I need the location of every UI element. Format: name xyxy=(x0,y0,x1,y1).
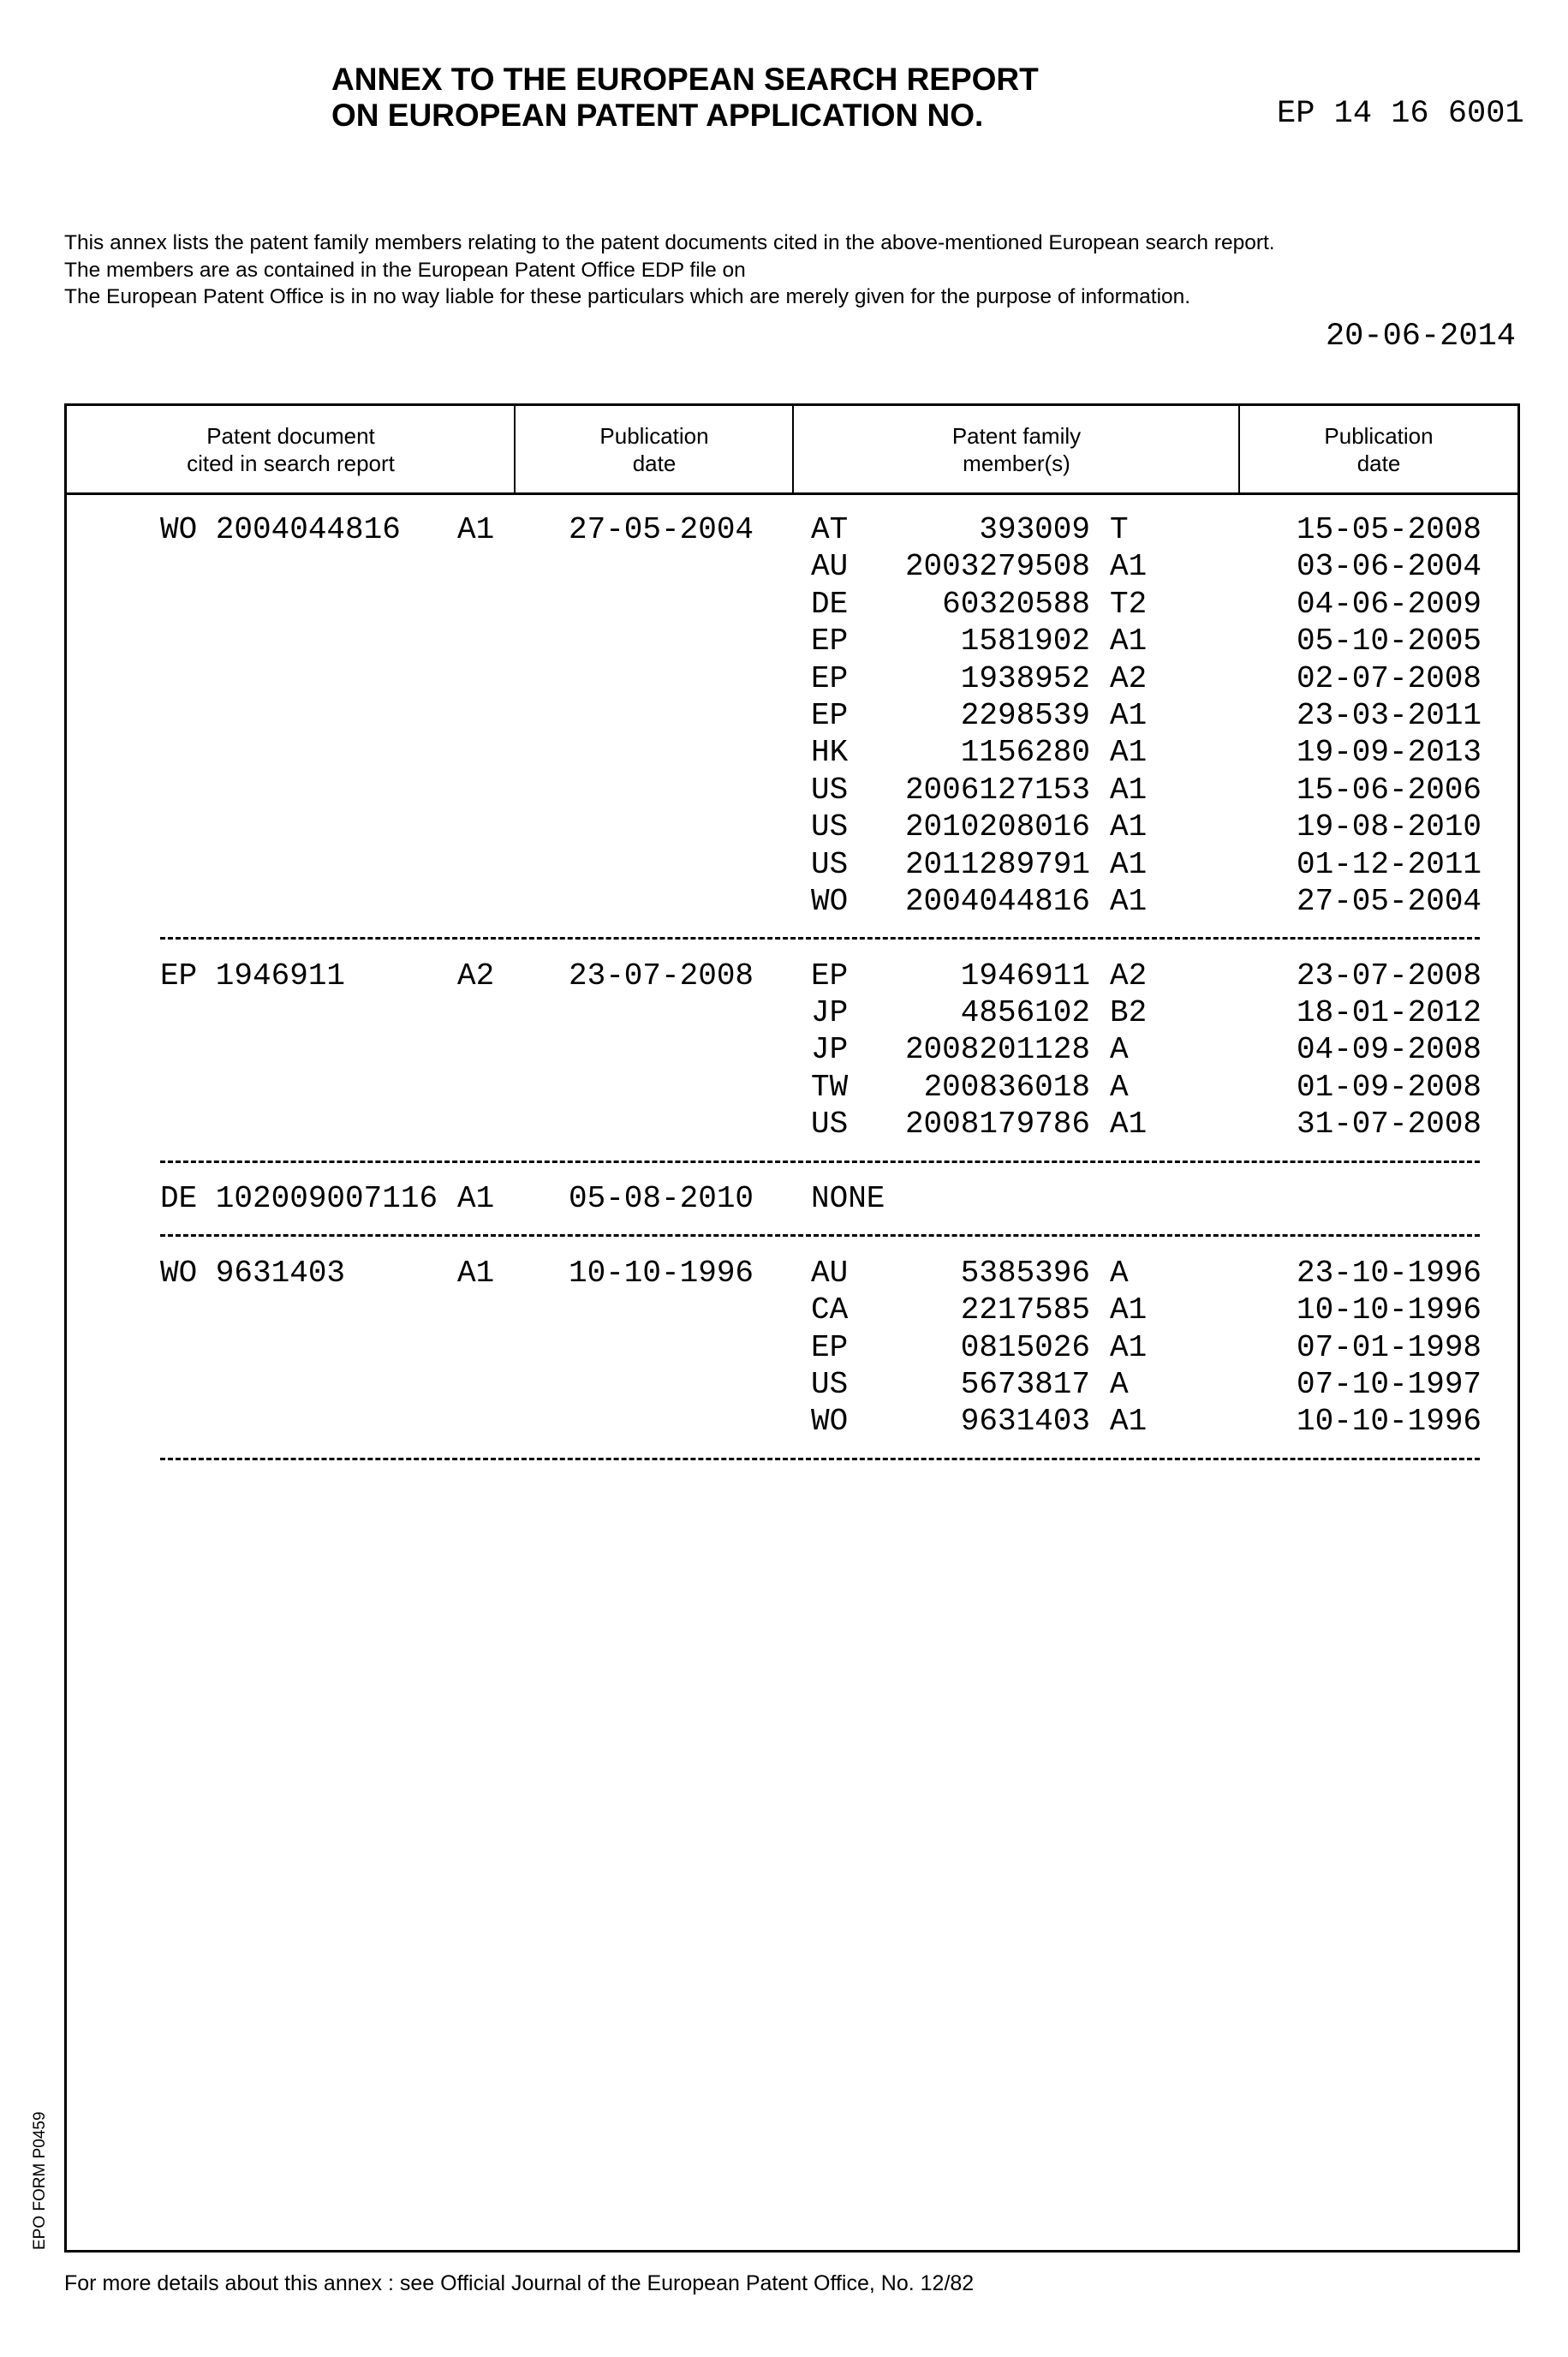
table-row xyxy=(0,1031,1568,1068)
dashed-separator xyxy=(160,1161,1480,1163)
member-kind-code: A1 xyxy=(1110,809,1147,845)
member-country: EP xyxy=(811,697,848,734)
table-row xyxy=(0,1069,1568,1106)
member-kind-code: A xyxy=(1110,1366,1129,1403)
member-kind-code: A1 xyxy=(1110,548,1147,585)
dashed-separator xyxy=(160,1458,1480,1460)
member-kind-code: A1 xyxy=(1110,734,1147,771)
table-body xyxy=(0,511,1568,1477)
member-publication-date: 01-12-2011 xyxy=(1297,846,1482,883)
member-publication-date: 05-10-2005 xyxy=(1297,623,1482,659)
table-row xyxy=(0,994,1568,1031)
group-separator-row xyxy=(0,920,1568,957)
cited-publication-date: 27-05-2004 xyxy=(569,511,754,548)
title-line-1: ANNEX TO THE EUROPEAN SEARCH REPORT xyxy=(331,62,1039,98)
footer-note: For more details about this annex : see Official Journal of the European Patent Office, No. 12/82 xyxy=(64,2271,974,2296)
dashed-separator xyxy=(160,1234,1480,1237)
member-number: 1156280 xyxy=(961,734,1090,771)
cited-kind-code: A2 xyxy=(457,958,494,994)
member-country: AT xyxy=(811,511,848,548)
member-number: 5385396 xyxy=(961,1255,1090,1292)
group-separator-row xyxy=(0,1441,1568,1477)
member-publication-date: 07-01-1998 xyxy=(1297,1329,1482,1366)
header-family-members xyxy=(794,406,1239,492)
table-header xyxy=(67,406,1517,495)
member-publication-date: 23-10-1996 xyxy=(1297,1255,1482,1292)
no-members-label: NONE xyxy=(811,1180,885,1217)
member-country: US xyxy=(811,809,848,845)
application-number: EP 14 16 6001 xyxy=(1277,96,1524,132)
table-row xyxy=(0,958,1568,994)
table-row xyxy=(0,623,1568,659)
member-number: 2008179786 xyxy=(905,1106,1090,1143)
table-row xyxy=(0,1180,1568,1217)
member-country: DE xyxy=(811,586,848,623)
member-kind-code: A1 xyxy=(1110,1292,1147,1328)
member-country: EP xyxy=(811,958,848,994)
member-number: 2006127153 xyxy=(905,772,1090,809)
header-text: Patent document xyxy=(187,422,395,450)
table-row xyxy=(0,846,1568,883)
member-country: AU xyxy=(811,1255,848,1292)
table-row xyxy=(0,734,1568,771)
cited-document: DE 102009007116 xyxy=(160,1180,438,1217)
member-country: AU xyxy=(811,548,848,585)
group-separator-row xyxy=(0,1143,1568,1180)
member-number: 4856102 xyxy=(961,994,1090,1031)
member-publication-date: 19-08-2010 xyxy=(1297,809,1482,845)
header-text: date xyxy=(1324,450,1433,477)
member-kind-code: A1 xyxy=(1110,623,1147,659)
table-row xyxy=(0,511,1568,548)
cited-kind-code: A1 xyxy=(457,511,494,548)
member-kind-code: T2 xyxy=(1110,586,1147,623)
table-row xyxy=(0,660,1568,697)
member-publication-date: 10-10-1996 xyxy=(1297,1292,1482,1328)
member-number: 393009 xyxy=(979,511,1090,548)
member-publication-date: 18-01-2012 xyxy=(1297,994,1482,1031)
member-kind-code: B2 xyxy=(1110,994,1147,1031)
member-number: 5673817 xyxy=(961,1366,1090,1403)
header-publication-date xyxy=(516,406,793,492)
member-kind-code: A1 xyxy=(1110,883,1147,920)
form-id: EPO FORM P0459 xyxy=(31,2111,50,2250)
member-publication-date: 01-09-2008 xyxy=(1297,1069,1482,1106)
member-country: WO xyxy=(811,883,848,920)
group-separator-row xyxy=(0,1217,1568,1254)
table-row xyxy=(0,809,1568,845)
member-publication-date: 07-10-1997 xyxy=(1297,1366,1482,1403)
table-row xyxy=(0,1366,1568,1403)
cited-kind-code: A1 xyxy=(457,1255,494,1292)
member-number: 2004044816 xyxy=(905,883,1090,920)
member-publication-date: 23-07-2008 xyxy=(1297,958,1482,994)
cited-document: EP 1946911 xyxy=(160,958,345,994)
member-country: EP xyxy=(811,1329,848,1366)
header-text: cited in search report xyxy=(187,450,395,477)
cited-publication-date: 05-08-2010 xyxy=(569,1180,754,1217)
member-kind-code: A2 xyxy=(1110,660,1147,697)
member-kind-code: A1 xyxy=(1110,772,1147,809)
member-kind-code: A1 xyxy=(1110,1403,1147,1440)
intro-text xyxy=(64,230,1275,311)
member-number: 0815026 xyxy=(961,1329,1090,1366)
title-line-2: ON EUROPEAN PATENT APPLICATION NO. xyxy=(331,98,1039,134)
member-country: JP xyxy=(811,994,848,1031)
header-member-publication-date xyxy=(1240,406,1517,492)
member-country: US xyxy=(811,772,848,809)
table-row xyxy=(0,1255,1568,1292)
member-publication-date: 19-09-2013 xyxy=(1297,734,1482,771)
member-country: EP xyxy=(811,623,848,659)
table-row xyxy=(0,697,1568,734)
header-text: date xyxy=(599,450,708,477)
member-country: HK xyxy=(811,734,848,771)
member-publication-date: 23-03-2011 xyxy=(1297,697,1482,734)
member-kind-code: T xyxy=(1110,511,1129,548)
member-number: 2011289791 xyxy=(905,846,1090,883)
member-publication-date: 15-06-2006 xyxy=(1297,772,1482,809)
report-date: 20-06-2014 xyxy=(1326,319,1516,355)
member-publication-date: 04-09-2008 xyxy=(1297,1031,1482,1068)
table-row xyxy=(0,1292,1568,1328)
member-country: EP xyxy=(811,660,848,697)
member-number: 2217585 xyxy=(961,1292,1090,1328)
cited-kind-code: A1 xyxy=(457,1180,494,1217)
member-kind-code: A1 xyxy=(1110,1106,1147,1143)
member-publication-date: 31-07-2008 xyxy=(1297,1106,1482,1143)
member-kind-code: A xyxy=(1110,1031,1129,1068)
cited-publication-date: 10-10-1996 xyxy=(569,1255,754,1292)
member-kind-code: A xyxy=(1110,1069,1129,1106)
member-publication-date: 15-05-2008 xyxy=(1297,511,1482,548)
table-row xyxy=(0,548,1568,585)
table-row xyxy=(0,1106,1568,1143)
cited-publication-date: 23-07-2008 xyxy=(569,958,754,994)
member-number: 1581902 xyxy=(961,623,1090,659)
member-kind-code: A1 xyxy=(1110,697,1147,734)
header-text: Publication xyxy=(599,422,708,450)
member-number: 200836018 xyxy=(924,1069,1090,1106)
member-publication-date: 03-06-2004 xyxy=(1297,548,1482,585)
member-number: 1946911 xyxy=(961,958,1090,994)
member-number: 2010208016 xyxy=(905,809,1090,845)
intro-line-3: The European Patent Office is in no way liable for these particulars which are merely given for the purpose of information. xyxy=(64,283,1275,311)
cited-document: WO 9631403 xyxy=(160,1255,345,1292)
header-text: Patent family xyxy=(952,422,1081,450)
cited-document: WO 2004044816 xyxy=(160,511,401,548)
member-number: 2003279508 xyxy=(905,548,1090,585)
intro-line-2: The members are as contained in the European Patent Office EDP file on xyxy=(64,257,1275,284)
member-country: TW xyxy=(811,1069,848,1106)
member-kind-code: A xyxy=(1110,1255,1129,1292)
table-row xyxy=(0,883,1568,920)
dashed-separator xyxy=(160,937,1480,940)
member-publication-date: 27-05-2004 xyxy=(1297,883,1482,920)
member-number: 60320588 xyxy=(942,586,1090,623)
member-number: 2008201128 xyxy=(905,1031,1090,1068)
member-number: 1938952 xyxy=(961,660,1090,697)
member-kind-code: A1 xyxy=(1110,846,1147,883)
member-country: US xyxy=(811,1366,848,1403)
member-country: US xyxy=(811,1106,848,1143)
member-kind-code: A2 xyxy=(1110,958,1147,994)
table-row xyxy=(0,772,1568,809)
intro-line-1: This annex lists the patent family members relating to the patent documents cited in the above-mentioned European search report. xyxy=(64,230,1275,257)
member-publication-date: 04-06-2009 xyxy=(1297,586,1482,623)
member-country: CA xyxy=(811,1292,848,1328)
member-number: 9631403 xyxy=(961,1403,1090,1440)
table-row xyxy=(0,1403,1568,1440)
member-publication-date: 10-10-1996 xyxy=(1297,1403,1482,1440)
table-row xyxy=(0,586,1568,623)
table-row xyxy=(0,1329,1568,1366)
member-kind-code: A1 xyxy=(1110,1329,1147,1366)
member-publication-date: 02-07-2008 xyxy=(1297,660,1482,697)
member-country: WO xyxy=(811,1403,848,1440)
member-number: 2298539 xyxy=(961,697,1090,734)
header-text: member(s) xyxy=(952,450,1081,477)
member-country: US xyxy=(811,846,848,883)
member-country: JP xyxy=(811,1031,848,1068)
header-patent-document xyxy=(67,406,515,492)
report-title xyxy=(331,62,1039,134)
header-text: Publication xyxy=(1324,422,1433,450)
